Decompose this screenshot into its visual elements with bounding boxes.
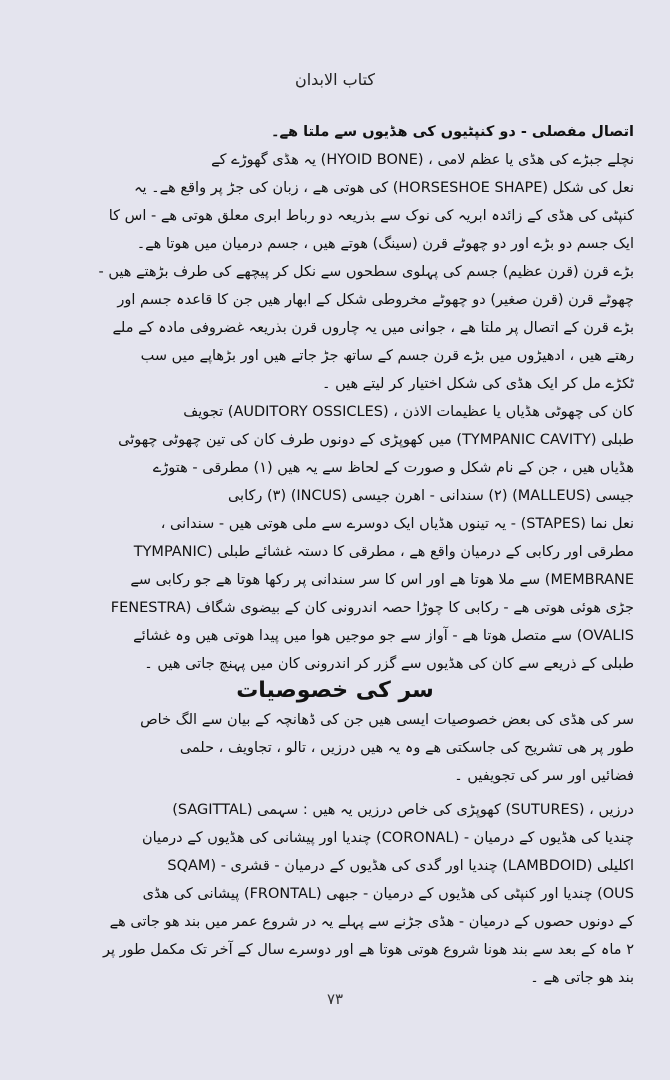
text-line: مطرقی اور رکابی کے درمیان واقع ھے ، مطرقی کا دستہ غشائے طبلی (TYMPANIC [133, 544, 634, 560]
text-line: اکلیلی (LAMBDOID) چندیا اور گدی کی ھڈیوں کے درمیان - قشری - (SQAM [167, 858, 634, 874]
paragraph-sutures [30, 796, 634, 992]
paragraph-ossicles [30, 398, 634, 678]
text-line: نعل نما (STAPES) - یہ تینوں ھڈیاں ایک دوسرے سے ملی ھوتی ھیں - سندانی ، [160, 516, 634, 532]
text-line: بڑے قرن (قرن عظیم) جسم کی پہلوی سطحوں سے نکل کر پیچھے کی طرف بڑھتے ھیں - [98, 264, 634, 280]
text-line: کان کی چھوٹی ھڈیاں یا عظیمات الاذن ، (AUDITORY OSSICLES) تجویف [183, 404, 634, 420]
text-line: چندیا کی ھڈیوں کے درمیان - (CORONAL) چندیا اور پیشانی کی ھڈیوں کے درمیان [141, 830, 634, 846]
text-line: رھتے ھیں ، ادھیڑوں میں بڑے قرن جسم کے ساتھ جڑ جاتے ھیں اور بڑھاپے میں سب [140, 348, 634, 364]
text-line: ایک جسم دو بڑے اور دو چھوٹے قرن (سینگ) ھوتے ھیں ، جسم درمیان میں ھوتا ھے۔ [136, 236, 634, 252]
text-line: کے دونوں حصوں کے درمیان - ھڈی جڑنے سے پہلے یہ در شروع عمر میں بند ھو جاتی ھے [109, 914, 634, 930]
text-line: جیسی (MALLEUS) (۲) سندانی - اھرن جیسی (INCUS) (۳) رکابی [227, 488, 634, 504]
page-number: ۷۳ [326, 990, 344, 1008]
running-head: کتاب الابدان [294, 70, 376, 89]
text-line: ۲ ماہ کے بعد سے بند ھونا شروع ھوتی ھوتا ھے اور دوسرے سال کے آخر تک مکمل طور پر [102, 942, 634, 958]
section-heading: سر کی خصوصیات [236, 678, 434, 703]
text-line: بڑے قرن کے اتصال پر ملتا ھے ، جوانی میں یہ چاروں قرن بذریعہ غضروفی مادہ کے ملے [112, 320, 634, 336]
text-line: اتصال مفصلی - دو کنپٹیوں کی ھڈیوں سے ملتا ھے۔ [270, 124, 634, 140]
text-line: ھڈیاں ھیں ، جن کے نام شکل و صورت کے لحاظ سے یہ ھیں (۱) مطرقی - ھتوڑے [152, 460, 634, 476]
text-line: چھوٹے قرن (قرن صغیر) دو چھوٹے مخروطی شکل کے ابھار ھیں جن کا قاعدہ جسم اور [117, 292, 634, 308]
text-line: فضائیں اور سر کی تجویفیں ۔ [454, 768, 634, 784]
text-line: OUS) چندیا اور کنپٹی کی ھڈیوں کے درمیان - جبھی (FRONTAL) پیشانی کی ھڈی [142, 886, 634, 902]
text-line: MEMBRANE) سے ملا ھوتا ھے اور اس کا سر سندانی پر رکھا ھوتا ھے جو رکابی سے [130, 572, 634, 588]
text-line: درزیں ، (SUTURES) کھوپڑی کی خاص درزیں یہ ھیں : سہمی (SAGITTAL) [172, 802, 634, 818]
text-line: طبلی (TYMPANIC CAVITY) میں کھوپڑی کے دونوں طرف کان کی تین چھوٹی چھوٹی [118, 432, 634, 448]
text-line: نعل کی شکل (HORSESHOE SHAPE) کی ھوتی ھے ، زبان کی جڑ پر واقع ھے۔ یہ [134, 180, 634, 196]
text-line: کنپٹی کی ھڈی کے زائدہ ابریہ کی نوک سے بذریعہ دو رباط ابری معلق ھوتی ھے - اس کا [108, 208, 634, 224]
paragraph-hyoid [30, 118, 634, 398]
text-line: ٹکڑے مل کر ایک ھڈی کی شکل اختیار کر لیتے ھیں ۔ [322, 376, 634, 392]
paragraph-skull-features [30, 706, 634, 790]
text-line: OVALIS) سے متصل ھوتا ھے - آواز سے جو موجیں ھوا میں پیدا ھوتی ھیں وہ غشائے [133, 628, 634, 644]
text-line: جڑی ھوئی ھوتی ھے - رکابی کا چوڑا حصہ اندرونی کان کے بیضوی شگاف (FENESTRA [110, 600, 634, 616]
text-line: نچلے جبڑے کی ھڈی یا عظم لامی ، (HYOID BONE) یہ ھڈی گھوڑے کے [211, 152, 634, 168]
text-line: طور پر ھی تشریح کی جاسکتی ھے وہ یہ ھیں درزیں ، تالو ، تجاویف ، حلمی [179, 740, 634, 756]
text-line: سر کی ھڈی کی بعض خصوصیات ایسی ھیں جن کی ڈھانچہ کے بیان سے الگ خاص [140, 712, 634, 728]
text-line: طبلی کے ذریعے سے کان کی ھڈیوں سے گزر کر اندرونی کان میں پہنچ جاتی ھیں ۔ [144, 656, 634, 672]
text-line: بند ھو جاتی ھے ۔ [530, 970, 634, 986]
